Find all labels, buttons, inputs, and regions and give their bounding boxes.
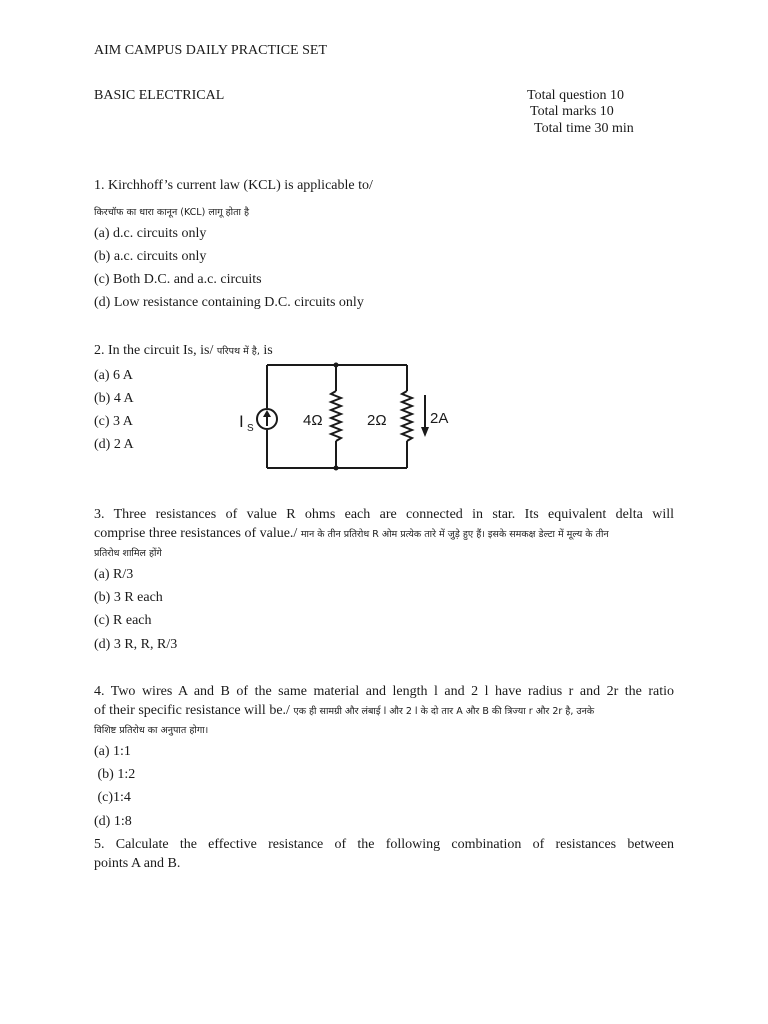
- question-4-hindi-2: विशिष्ट प्रतिरोध का अनुपात होगा।: [94, 725, 209, 736]
- total-time: Total time 30 min: [534, 121, 634, 136]
- question-2-text-start: 2. In the circuit Is, is/: [94, 343, 214, 358]
- total-question: Total question 10: [527, 88, 625, 103]
- question-1-hindi: [94, 204, 249, 221]
- question-3-hindi-2: प्रतिरोध शामिल होंगे: [94, 548, 162, 559]
- question-3-line-2-text: comprise three resistances of value./: [94, 526, 298, 541]
- question-1-hindi-text: किरचॉफ का धारा कानून (KCL) लागू होता है: [94, 207, 250, 218]
- question-3-option-c: (c) R each: [94, 613, 152, 628]
- question-2-option-c: (c) 3 A: [94, 414, 133, 429]
- question-4-hindi-1: एक ही सामग्री और लंबाई l और 2 l के दो तार A और B की त्रिज्या r और 2r है, उनके: [293, 706, 595, 717]
- source-label-sub: S: [247, 423, 254, 434]
- question-2-option-a: (a) 6 A: [94, 368, 133, 383]
- question-1-option-b: (b) a.c. circuits only: [94, 249, 207, 264]
- question-2-option-d: (d) 2 A: [94, 437, 134, 452]
- question-3-option-b: (b) 3 R each: [94, 590, 163, 605]
- question-1-option-a: (a) d.c. circuits only: [94, 226, 207, 241]
- question-4-option-a: (a) 1:1: [94, 744, 131, 759]
- question-5-line-2: points A and B.: [94, 856, 181, 871]
- current-label: 2A: [430, 410, 449, 427]
- question-4-line-2: [94, 703, 594, 720]
- resistor-4ohm: [331, 391, 341, 441]
- question-3-hindi-line-2: [94, 545, 162, 562]
- question-4-line-2-text: of their specific resistance will be./: [94, 703, 290, 718]
- subject-name: BASIC ELECTRICAL: [94, 88, 225, 103]
- question-3-option-d: (d) 3 R, R, R/3: [94, 637, 178, 652]
- question-5-line-1: 5. Calculate the effective resistance of the following combination of resistances between: [94, 837, 674, 852]
- question-3-hindi-1: मान के तीन प्रतिरोध R ओम प्रत्येक तारे में जुड़े हुए हैं। इसके समकक्ष डेल्टा में मूल्य के तीन: [300, 529, 609, 540]
- question-2-text-end: is: [263, 343, 273, 358]
- resistor-4ohm-label: 4Ω: [303, 412, 323, 429]
- question-4-line-1: 4. Two wires A and B of the same material and length l and 2 l have radius r and 2r the ratio: [94, 684, 674, 699]
- question-1-text: 1. Kirchhoff’s current law (KCL) is applicable to/: [94, 178, 373, 193]
- total-marks: Total marks 10: [530, 104, 614, 119]
- question-1-option-d: (d) Low resistance containing D.C. circuits only: [94, 295, 364, 310]
- question-3-option-a: (a) R/3: [94, 567, 134, 582]
- question-3-line-1: 3. Three resistances of value R ohms each are connected in star. Its equivalent delta will: [94, 507, 674, 522]
- current-source-arrow-icon: [263, 410, 271, 417]
- question-3-line-2: [94, 526, 609, 543]
- question-4-option-b: (b) 1:2: [94, 767, 136, 782]
- question-2-hindi: परिपथ में है,: [216, 346, 260, 357]
- current-arrow-down-icon: [421, 427, 429, 437]
- question-4-option-d: (d) 1:8: [94, 814, 132, 829]
- resistor-2ohm-label: 2Ω: [367, 412, 387, 429]
- circuit-diagram: [225, 355, 455, 480]
- question-1-option-c: (c) Both D.C. and a.c. circuits: [94, 272, 262, 287]
- question-4-option-c: (c)1:4: [94, 790, 131, 805]
- sheet-title: AIM CAMPUS DAILY PRACTICE SET: [94, 43, 327, 58]
- source-label: I: [239, 412, 244, 431]
- question-2-option-b: (b) 4 A: [94, 391, 134, 406]
- question-4-hindi-line-2: [94, 722, 208, 739]
